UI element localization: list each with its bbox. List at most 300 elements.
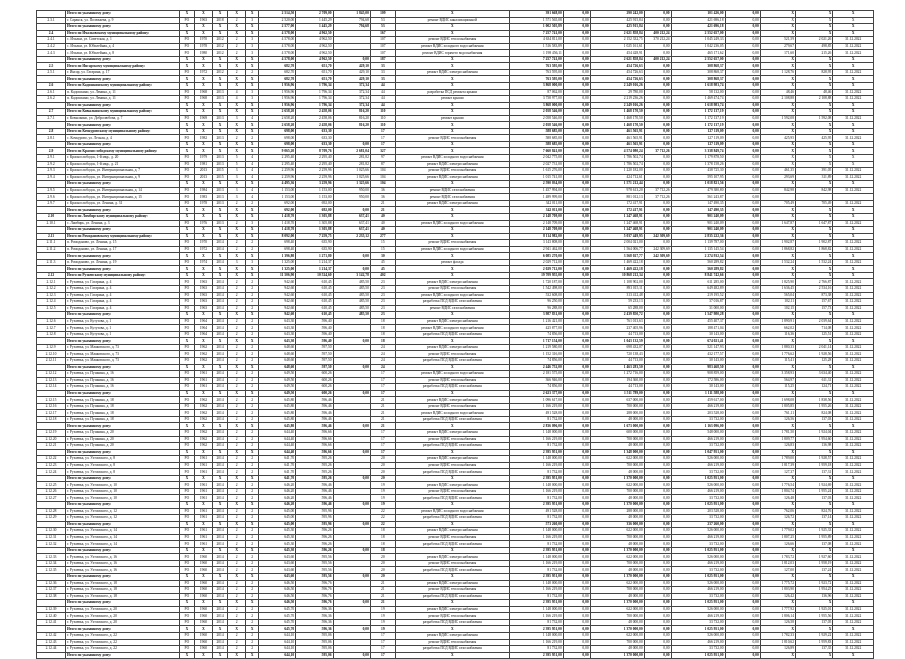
table-cell: г. Рузаевка, ул. Ухтомского, д. 10 bbox=[66, 488, 180, 495]
table-cell: 0,00 bbox=[644, 338, 671, 345]
table-cell: 1 370 000,00 bbox=[590, 600, 644, 607]
table-cell: 0,00 bbox=[725, 364, 760, 371]
table-cell: Итого по указанному дому: bbox=[66, 423, 180, 430]
table-cell: 1 956,96 bbox=[258, 96, 295, 103]
table-cell: 644,10 bbox=[258, 632, 295, 639]
table-cell: 2 bbox=[227, 469, 246, 476]
table-cell: 0,00 bbox=[725, 253, 760, 260]
table-cell: 0,00 bbox=[563, 11, 590, 18]
table-cell: 644,40 bbox=[258, 449, 295, 456]
table-cell: 2014 bbox=[213, 554, 228, 561]
table-cell: 31.12.2022 bbox=[833, 377, 874, 384]
table-cell: РО bbox=[180, 377, 195, 384]
table-cell: 2 bbox=[246, 305, 258, 312]
table-cell: 0,00 bbox=[644, 69, 671, 76]
table-cell: 1 720 187,00 bbox=[509, 279, 563, 286]
table-cell: 595,26 bbox=[296, 462, 333, 469]
table-cell: 2.12.34 bbox=[37, 560, 66, 567]
table-cell: 942,60 bbox=[258, 285, 295, 292]
table-cell: 644,40 bbox=[258, 443, 295, 450]
table-cell: 31.12.2022 bbox=[833, 436, 874, 443]
table-cell: 0,00 bbox=[563, 646, 590, 653]
table-cell: 81 732,00 bbox=[509, 515, 563, 522]
table-cell: РО bbox=[180, 351, 195, 358]
table-cell: ремонт ВДИС электроснабжения bbox=[395, 554, 509, 561]
table-cell: X bbox=[180, 122, 195, 129]
table-cell: 2 658,20 bbox=[258, 122, 295, 129]
table-cell: 466 219,00 bbox=[671, 560, 725, 567]
table-cell: разработка ПСД ВДИС газоснабжения bbox=[395, 469, 509, 476]
table-cell: 424 712,61 bbox=[590, 174, 644, 181]
table-cell: X bbox=[227, 272, 246, 279]
table-cell: 33 bbox=[370, 63, 395, 70]
table-cell: 600,26 bbox=[296, 390, 333, 397]
table-cell: 2 bbox=[227, 593, 246, 600]
table-cell: 0,00 bbox=[644, 580, 671, 587]
table-cell: 137,14 bbox=[796, 515, 833, 522]
table-cell: РО bbox=[180, 587, 195, 594]
table-cell: 2.12.7 bbox=[37, 325, 66, 332]
table-cell: X bbox=[246, 312, 258, 319]
table-cell: г. Рузаевка, ул. Ухтомского, д. 22 bbox=[66, 632, 180, 639]
table-cell: 21 bbox=[370, 207, 395, 214]
table-cell: 2.12.1 bbox=[37, 279, 66, 286]
table-cell: 646,50 bbox=[258, 587, 295, 594]
table-cell: X bbox=[833, 128, 874, 135]
table-cell: 17 bbox=[370, 128, 395, 135]
table-cell: X bbox=[194, 547, 213, 554]
table-cell: 1 868,82 bbox=[760, 246, 795, 253]
table-cell: 2 bbox=[246, 135, 258, 142]
table-cell: 37 712,26 bbox=[644, 194, 671, 201]
table-cell: 1 618 983,74 bbox=[671, 83, 725, 90]
table-cell: 2 058 546,00 bbox=[509, 122, 563, 129]
table-cell: 102,15 bbox=[760, 305, 795, 312]
table-cell: 24 bbox=[370, 364, 395, 371]
table-cell: 828,95 bbox=[796, 69, 833, 76]
table-cell: 23 bbox=[370, 299, 395, 306]
table-cell: 2 295,40 bbox=[258, 161, 295, 168]
table-cell: 2 bbox=[227, 69, 246, 76]
table-cell: 0,00 bbox=[563, 436, 590, 443]
table-cell: X bbox=[833, 83, 874, 90]
table-cell: 2014 bbox=[213, 488, 228, 495]
table-cell: РО bbox=[180, 357, 195, 364]
table-cell: 48 000,00 bbox=[590, 593, 644, 600]
table-cell: 1 868,82 bbox=[796, 246, 833, 253]
table-cell: X bbox=[213, 338, 228, 345]
table-cell: 2 181 575,00 bbox=[509, 371, 563, 378]
table-cell: п. Кадошкино, ул. Ленина, д. 11 bbox=[66, 96, 180, 103]
table-cell: 2 249 016,26 bbox=[590, 83, 644, 90]
table-cell: 19 bbox=[370, 613, 395, 620]
table-cell: 698,40 bbox=[258, 240, 295, 247]
table-cell: РО bbox=[180, 534, 195, 541]
table-cell: 102,11 bbox=[760, 299, 795, 306]
table-cell: 237 405,96 bbox=[590, 325, 644, 332]
table-cell: 2 bbox=[227, 410, 246, 417]
table-cell: X bbox=[395, 181, 509, 188]
table-cell: 2014 bbox=[213, 495, 228, 502]
table-cell: 0,00 bbox=[725, 213, 760, 220]
table-cell: X bbox=[395, 24, 509, 31]
table-cell: 641,70 bbox=[258, 456, 295, 463]
table-cell: 1 148 000,00 bbox=[509, 580, 563, 587]
table-cell: 33 732,00 bbox=[671, 646, 725, 653]
table-cell: 0,00 bbox=[725, 443, 760, 450]
table-cell: 0,00 bbox=[333, 207, 370, 214]
table-cell: X bbox=[194, 502, 213, 509]
table-cell: 461,35 bbox=[760, 168, 795, 175]
table-cell: ремонт ВДИС электроснабжения bbox=[395, 580, 509, 587]
table-cell: 596,46 bbox=[296, 482, 333, 489]
table-cell: X bbox=[760, 128, 795, 135]
table-cell: 1962 bbox=[194, 436, 213, 443]
table-cell: X bbox=[833, 24, 874, 31]
table-cell: X bbox=[246, 502, 258, 509]
table-cell: 595,56 bbox=[296, 574, 333, 581]
table-cell: 31.12.2022 bbox=[833, 344, 874, 351]
table-cell: 0,00 bbox=[644, 102, 671, 109]
table-cell: 31.12.2022 bbox=[833, 37, 874, 44]
table-cell: 2.12.11 bbox=[37, 357, 66, 364]
table-cell: X bbox=[395, 338, 509, 345]
table-cell: 1 396,80 bbox=[258, 253, 295, 260]
table-cell: ремонт ВДИС электроснабжения bbox=[395, 456, 509, 463]
table-cell: 1 468 170,50 bbox=[590, 115, 644, 122]
table-cell: 172 586,00 bbox=[671, 377, 725, 384]
table-cell: X bbox=[213, 122, 228, 129]
table-cell: 1 166 219,00 bbox=[509, 403, 563, 410]
table-cell: с. Ичалки, ул. Юбилейная, д. 4 bbox=[66, 43, 180, 50]
table-cell: X bbox=[213, 266, 228, 273]
table-cell: X bbox=[395, 141, 509, 148]
table-cell: 0,00 bbox=[644, 371, 671, 378]
table-cell: 1960 bbox=[194, 593, 213, 600]
table-cell: 1962 bbox=[194, 344, 213, 351]
table-cell: 1 781,50 bbox=[760, 430, 795, 437]
table-cell: 454 726,63 bbox=[590, 76, 644, 83]
table-cell: 0,00 bbox=[725, 102, 760, 109]
table-cell: 313 412,48 bbox=[590, 292, 644, 299]
table-cell: 0,00 bbox=[563, 410, 590, 417]
table-cell: 2 552 657,00 bbox=[671, 56, 725, 63]
table-cell: 0,00 bbox=[644, 11, 671, 18]
table-cell: разработка ПСД ВДИС газоснабжения bbox=[395, 443, 509, 450]
table-cell: 116,36 bbox=[760, 331, 795, 338]
table-cell: 1 468 170,50 bbox=[590, 122, 644, 129]
table-cell: 1 468 170,50 bbox=[590, 109, 644, 116]
table-cell: РО bbox=[180, 200, 195, 207]
table-cell: 0,00 bbox=[644, 331, 671, 338]
table-cell: 0,00 bbox=[333, 521, 370, 528]
table-cell: X bbox=[194, 626, 213, 633]
table-cell: X bbox=[246, 364, 258, 371]
table-cell: 2 bbox=[246, 515, 258, 522]
table-cell: 526 000,00 bbox=[671, 606, 725, 613]
table-cell: 0,00 bbox=[563, 554, 590, 561]
table-cell: 425,95 bbox=[796, 135, 833, 142]
table-cell: 1 166 219,00 bbox=[509, 488, 563, 495]
table-cell: ремонт ВДИС электроснабжения bbox=[395, 606, 509, 613]
table-cell: X bbox=[194, 266, 213, 273]
table-cell: 31.12.2022 bbox=[833, 285, 874, 292]
table-cell: 137,35 bbox=[796, 646, 833, 653]
table-cell: 0,00 bbox=[563, 155, 590, 162]
table-cell: 485,50 bbox=[333, 305, 370, 312]
table-cell: 2 bbox=[227, 285, 246, 292]
table-cell: 682,70 bbox=[258, 76, 295, 83]
table-cell: 0,00 bbox=[725, 30, 760, 37]
table-cell: разработка ПСД ВДИС газоснабжения bbox=[395, 619, 509, 626]
table-cell: 48 000,00 bbox=[590, 469, 644, 476]
table-cell: 595,56 bbox=[296, 554, 333, 561]
table-cell: X bbox=[227, 11, 246, 18]
table-cell: 5 bbox=[227, 155, 246, 162]
table-cell: 1974 bbox=[194, 259, 213, 266]
table-cell: г. Рузаевка, ул. Гагарина, д. 4 bbox=[66, 299, 180, 306]
table-cell: 0,00 bbox=[563, 521, 590, 528]
table-cell: 19 709 955,00 bbox=[509, 272, 563, 279]
table-cell: 44 713,00 bbox=[590, 331, 644, 338]
table-cell: 31.12.2022 bbox=[833, 135, 874, 142]
table-cell: 2012 bbox=[213, 37, 228, 44]
table-cell: 2.12.3 bbox=[37, 292, 66, 299]
table-cell: Итого по указанному дому: bbox=[66, 181, 180, 188]
table-cell: 81 732,00 bbox=[509, 443, 563, 450]
table-cell: 635,90 bbox=[296, 240, 333, 247]
table-cell: 1 166 219,00 bbox=[509, 560, 563, 567]
table-cell: 1 219 580,00 bbox=[509, 344, 563, 351]
table-cell: 1 015 741,00 bbox=[509, 174, 563, 181]
table-cell: 0,00 bbox=[563, 96, 590, 103]
table-cell: X bbox=[194, 148, 213, 155]
table-cell: 0,00 bbox=[563, 541, 590, 548]
table-cell: 0,00 bbox=[563, 50, 590, 57]
table-cell: п. Ромоданово, ул. Ленина, д. 19 bbox=[66, 259, 180, 266]
table-cell: 4 bbox=[246, 194, 258, 201]
table-cell: 1 457 994,00 bbox=[509, 187, 563, 194]
table-cell: 0,00 bbox=[725, 449, 760, 456]
table-cell: г. Краснослободск, ул. Интернациональная, д. 15 bbox=[66, 194, 180, 201]
table-cell: X bbox=[180, 11, 195, 18]
table-cell: 3 bbox=[246, 50, 258, 57]
table-cell: 485,50 bbox=[333, 292, 370, 299]
table-cell: с. Кочкурово, ул. Лесная, д. 4 bbox=[66, 135, 180, 142]
table-cell: 0,00 bbox=[644, 63, 671, 70]
table-cell: 588 685,00 bbox=[509, 141, 563, 148]
table-cell: 0,00 bbox=[563, 299, 590, 306]
table-cell: ремонт ВДИС электроснабжения bbox=[395, 528, 509, 535]
table-cell: 0,00 bbox=[563, 351, 590, 358]
table-cell: 0,00 bbox=[725, 128, 760, 135]
table-cell: 596,66 bbox=[296, 430, 333, 437]
table-cell: 842,98 bbox=[796, 187, 833, 194]
table-cell: 4 495,36 bbox=[258, 181, 295, 188]
table-cell: 560 289,82 bbox=[671, 259, 725, 266]
table-cell: 611,31 bbox=[796, 377, 833, 384]
table-cell: 2014 bbox=[213, 443, 228, 450]
table-cell: 595,56 bbox=[296, 560, 333, 567]
table-cell: 126,42 bbox=[760, 593, 795, 600]
table-cell: 31.12.2022 bbox=[833, 534, 874, 541]
table-cell: 44 713,00 bbox=[590, 384, 644, 391]
table-cell: 33 732,00 bbox=[671, 469, 725, 476]
table-cell: 2 658,20 bbox=[258, 115, 295, 122]
table-cell: 1960 bbox=[194, 613, 213, 620]
table-cell: X bbox=[180, 227, 195, 234]
table-cell: 2.9 bbox=[37, 148, 66, 155]
table-cell: 31.12.2022 bbox=[833, 560, 874, 567]
table-cell: 595,96 bbox=[296, 521, 333, 528]
table-cell: 466 219,00 bbox=[671, 488, 725, 495]
table-cell: ремонт ВДИС теплоснабжения bbox=[395, 560, 509, 567]
table-cell: X bbox=[760, 338, 795, 345]
table-cell: 31.12.2022 bbox=[833, 443, 874, 450]
table-cell: 20 bbox=[370, 567, 395, 574]
table-cell: 237 260,00 bbox=[671, 521, 725, 528]
table-cell: X bbox=[796, 161, 833, 168]
table-cell: 610,45 bbox=[296, 305, 333, 312]
table-cell: X bbox=[760, 155, 795, 162]
table-cell: п. Кадошкино, ул. Ленина, д. 11 bbox=[66, 89, 180, 96]
table-cell: 4 962,50 bbox=[296, 30, 333, 37]
table-cell: 0,00 bbox=[563, 128, 590, 135]
table-cell: X bbox=[227, 423, 246, 430]
table-cell: 0,00 bbox=[563, 377, 590, 384]
table-cell: 1 618 983,74 bbox=[671, 102, 725, 109]
table-cell: 96 250,00 bbox=[509, 299, 563, 306]
table-cell: 2 395 951,00 bbox=[509, 626, 563, 633]
table-cell: 596,46 bbox=[296, 410, 333, 417]
table-cell: X bbox=[227, 128, 246, 135]
table-cell: 4 962,50 bbox=[296, 37, 333, 44]
table-cell: 53 bbox=[370, 24, 395, 31]
table-cell: 0,00 bbox=[725, 344, 760, 351]
table-cell: 1 902,87 bbox=[760, 240, 795, 247]
table-cell: X bbox=[213, 141, 228, 148]
table-cell: 0,00 bbox=[333, 266, 370, 273]
table-cell: 560 289,82 bbox=[671, 266, 725, 273]
table-cell: X bbox=[395, 626, 509, 633]
table-cell: X bbox=[760, 76, 795, 83]
table-cell: 45 bbox=[370, 259, 395, 266]
table-cell: 2 623 377,00 bbox=[509, 390, 563, 397]
table-cell: X bbox=[227, 600, 246, 607]
table-cell: РО bbox=[180, 161, 195, 168]
table-cell: 2.12.37 bbox=[37, 587, 66, 594]
table-cell: 651,70 bbox=[296, 69, 333, 76]
table-cell: 147 490,35 bbox=[671, 207, 725, 214]
table-cell: X bbox=[227, 76, 246, 83]
table-cell: Итого по Лямбирскому муниципальному району: bbox=[66, 213, 180, 220]
table-cell: 762,06 bbox=[760, 508, 795, 515]
table-cell: 1 325,00 bbox=[258, 259, 295, 266]
table-cell: 1 959,83 bbox=[796, 639, 833, 646]
table-cell: 1 902,87 bbox=[796, 240, 833, 247]
table-cell: 1 166 219,00 bbox=[509, 436, 563, 443]
table-cell: X bbox=[227, 207, 246, 214]
table-cell: 31.12.2022 bbox=[833, 632, 874, 639]
table-cell: г. Рузаевка, ул. Ухтомского, д. 14 bbox=[66, 541, 180, 548]
table-cell: 455 407,37 bbox=[671, 318, 725, 325]
table-cell: 1 025 951,00 bbox=[671, 502, 725, 509]
table-cell: 485,50 bbox=[333, 312, 370, 319]
table-cell: 0,00 bbox=[644, 325, 671, 332]
table-cell: 0,00 bbox=[563, 364, 590, 371]
table-cell: 0,00 bbox=[644, 272, 671, 279]
table-cell: 1 163 096,00 bbox=[671, 423, 725, 430]
table-cell: 0,00 bbox=[644, 174, 671, 181]
table-cell: 31.12.2022 bbox=[833, 430, 874, 437]
table-cell: 0,00 bbox=[725, 50, 760, 57]
table-cell: РО bbox=[180, 488, 195, 495]
table-cell: 0,00 bbox=[563, 475, 590, 482]
table-cell: РО bbox=[180, 560, 195, 567]
table-cell: ремонт ВДИС теплоснабжения bbox=[395, 403, 509, 410]
table-cell: 308 868,37 bbox=[671, 76, 725, 83]
table-cell: 648,60 bbox=[258, 364, 295, 371]
table-cell: 31.12.2022 bbox=[833, 508, 874, 515]
table-cell: 2014 bbox=[213, 325, 228, 332]
table-cell: 597,50 bbox=[296, 344, 333, 351]
table-cell: 644,10 bbox=[258, 639, 295, 646]
table-cell: 31.12.2022 bbox=[833, 325, 874, 332]
table-cell: 17 bbox=[370, 371, 395, 378]
table-cell: 18 bbox=[370, 534, 395, 541]
table-cell: 2013 bbox=[213, 155, 228, 162]
table-cell: 491 528,00 bbox=[509, 410, 563, 417]
table-cell: 0,00 bbox=[644, 475, 671, 482]
table-cell: 0,00 bbox=[563, 141, 590, 148]
table-cell: 1 152 316,00 bbox=[509, 351, 563, 358]
table-cell: 2014 bbox=[213, 456, 228, 463]
table-cell: г. Краснослободск, ул. Ленина, д. 31 bbox=[66, 200, 180, 207]
table-cell: г. Рузаевка, ул. Ухтомского, д. 22 bbox=[66, 639, 180, 646]
table-cell: 2014 bbox=[213, 613, 228, 620]
table-cell: 0,00 bbox=[725, 194, 760, 201]
table-cell: г. Рузаевка, ул. Кутузова, д. 1 bbox=[66, 331, 180, 338]
table-cell: 2.12.16 bbox=[37, 403, 66, 410]
table-cell: X bbox=[194, 181, 213, 188]
table-cell: 649,50 bbox=[258, 377, 295, 384]
table-cell: 2 bbox=[227, 403, 246, 410]
table-cell: РО bbox=[180, 580, 195, 587]
table-cell: ремонт ВДИС газоснабжения bbox=[395, 305, 509, 312]
table-cell: 1 592,08 bbox=[796, 115, 833, 122]
table-cell: РО bbox=[180, 187, 195, 194]
table-cell: X bbox=[833, 233, 874, 240]
table-cell: X bbox=[833, 227, 874, 234]
table-cell: 2 bbox=[227, 397, 246, 404]
table-cell: 44 713,00 bbox=[590, 357, 644, 364]
table-cell: 1 166 219,00 bbox=[509, 462, 563, 469]
table-cell: 1962 bbox=[194, 397, 213, 404]
table-cell: 2 709,00 bbox=[296, 11, 333, 18]
table-cell: 0,00 bbox=[333, 502, 370, 509]
table-cell: 0,00 bbox=[725, 632, 760, 639]
table-cell: 2 681,04 bbox=[333, 148, 370, 155]
table-cell: 2 004 021,00 bbox=[590, 240, 644, 247]
table-cell: 127,00 bbox=[760, 567, 795, 574]
table-cell: X bbox=[194, 449, 213, 456]
table-cell: 0,00 bbox=[563, 547, 590, 554]
table-cell: 643,30 bbox=[258, 318, 295, 325]
table-cell: 0,00 bbox=[725, 161, 760, 168]
table-cell: X bbox=[395, 102, 509, 109]
table-cell: 1 153,00 bbox=[258, 194, 295, 201]
table-cell: 1961 bbox=[194, 462, 213, 469]
